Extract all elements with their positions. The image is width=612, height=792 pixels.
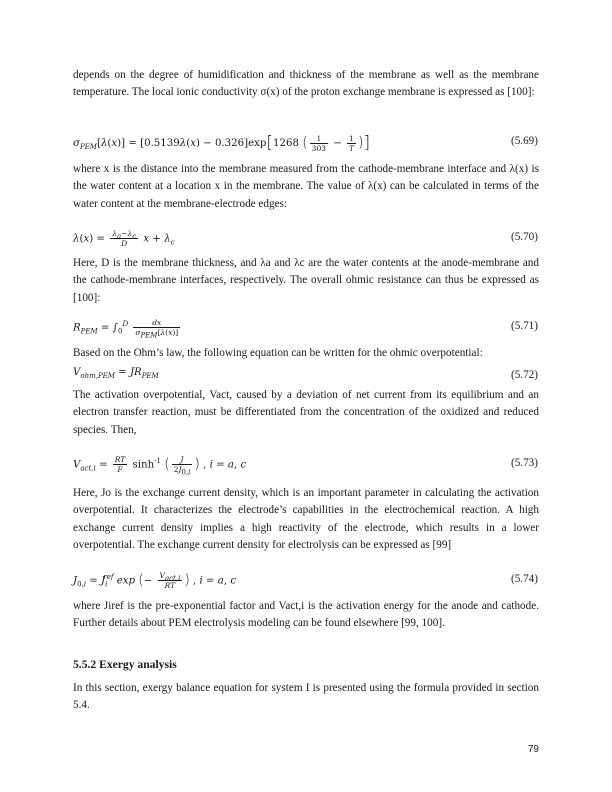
paragraph-5 [73,387,539,439]
section-heading: 5.5.2 Exergy analysis [73,658,177,671]
paragraph-3-text: Here, D is the membrane thickness, and λa and λc are the water contents at the anode-membrane and the cathode-membrane interfaces, respectively. The overall ohmic resistance can thus be expressed as [100]: [73,257,539,304]
equation-5-69-body: $\sigma_{PEM}[\lambda(x)] = [0.5139\lambda(x) - 0.326]\exp[1268$ ( $\frac{1}{303}$ − $\frac{1}{T}$ )] [73,133,371,153]
equation-5-70-number: (5.70) [510,231,538,243]
paragraph-4-text: Based on the Ohm’s law, the following equation can be written for the ohmic overpotential: [73,347,483,359]
paragraph-1 [73,67,539,102]
paragraph-3 [73,255,539,307]
equation-5-72-number: (5.72) [510,369,538,381]
equation-5-74 [73,571,539,593]
page-number: 79 [527,744,539,755]
paragraph-4 [73,345,539,362]
equation-5-74-body: $J_{0,i} = J_i^{ref}$ exp (− $\frac{V_{act,i}}{RT}$ ) , i = a, c [73,571,237,590]
paragraph-2 [73,161,539,213]
paragraph-6-text: Here, Jo is the exchange current density, which is an important parameter in calculating the activation overpotential. It characterizes the electrode’s capabilities in the electrochemical reaction. A high exchange current density implies a high reactivity of the electrode, which results in a lower overpotential. The exchange current density for electrolysis can be expressed as [99] [73,487,539,552]
paragraph-7-text: where Jiref is the pre-exponential factor and Vact,i is the activation energy for the anode and cathode. Further details about PEM electrolysis modeling can be found elsewhere [99, 100]. [73,600,539,630]
equation-5-70-body: λ(x) = $\frac{\lambda_a-\lambda_c}{D}$ $x + \lambda_c$ [73,229,175,248]
equation-5-69 [73,133,539,155]
equation-5-74-number: (5.74) [510,573,538,585]
equation-5-69-number: (5.69) [510,135,538,147]
equation-5-71 [73,318,539,340]
equation-5-71-number: (5.71) [510,320,538,332]
paragraph-2-text: where x is the distance into the membrane measured from the cathode-membrane interface and λ(x) is the water content at a location x in the membrane. The value of λ(x) can be calculated in terms of the water content at the membrane-electrode edges: [73,163,539,210]
equation-5-71-body: $R_{PEM} = \int_0^D$ $\frac{dx}{\sigma_{PEM}[\lambda(x)]}$ [73,318,179,340]
paragraph-8 [73,680,539,715]
paragraph-7 [73,598,539,633]
equation-5-73 [73,455,539,477]
equation-5-73-number: (5.73) [510,457,538,469]
paragraph-5-text: The activation overpotential, Vact, caused by a deviation of net current from its equilibrium and an electron transfer reaction, must be differentiated from the concentration of the oxidized and reduced species. Then, [73,389,539,436]
paragraph-8-text: In this section, exergy balance equation for system I is presented using the formula provided in section 5.4. [73,682,539,712]
paragraph-6 [73,485,539,555]
equation-5-73-body: $V_{act,i}$ = $\frac{RT}{F}$ $\sinh^{-1}$ ( $\frac{J}{2J_{0,i}}$ ) , i = a, c [73,455,247,477]
equation-5-72 [73,367,539,389]
equation-5-70 [73,229,539,251]
equation-5-72-body: $V_{ohm,PEM} = JR_{PEM}$ [73,367,159,381]
paragraph-1-text: depends on the degree of humidification and thickness of the membrane as well as the membrane temperature. The local ionic conductivity σ(x) of the proton exchange membrane is expressed as [100]: [73,69,539,99]
